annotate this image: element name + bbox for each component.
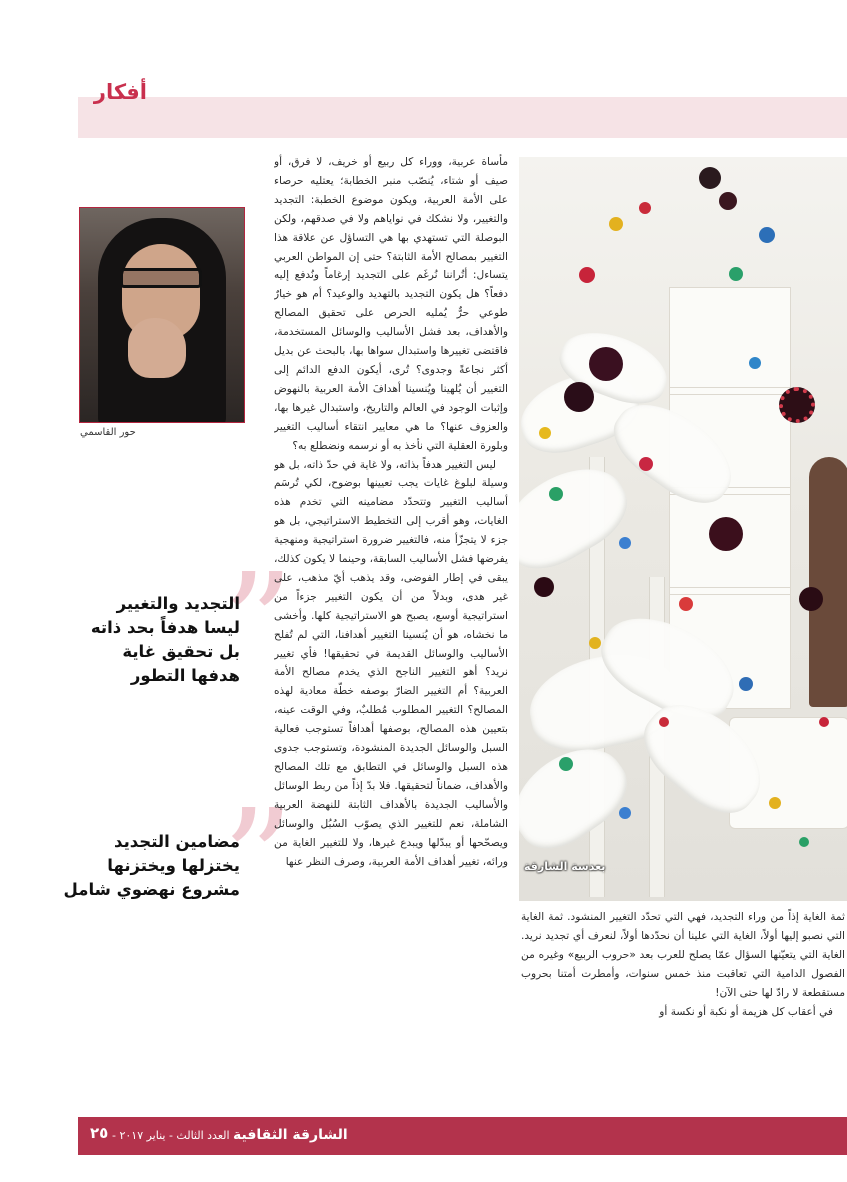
pullquote-line: التجديد والتغيير: [116, 594, 240, 613]
polka-dot: [799, 587, 823, 611]
art-installation-photo: [519, 157, 847, 901]
polka-dot: [609, 217, 623, 231]
photo-credit: بعدسة الشارقة: [524, 860, 606, 873]
palm-frond: [519, 730, 641, 864]
polka-dot: [709, 517, 743, 551]
article-paragraph: مأساة عربية، ووراء كل ربيع أو خريف، لا فرق، أو صيف أو شتاء، يُنصّب منبر الخطابة؛ يعتليه حرصاء على الأمة العربية، ويكون موضوع الخطبة: التجديد والتغيير، ولا نشكك في نواياهم ولا في صدقهم، ولكن البوصلة التي تستهدي بها هي التساؤل عن علاقة هذا التغيير بمصالح الأمة الثابتة؟ حتى إن المواطن العربي يتساءل: أتُراننا نُرغَم على التجديد إرغاماً ونُدفع إليه دفعاً؟ هل يكون التجديد بالتهديد والوعيد؟ أم هو خيارٌ طوعي حرٌّ يُمليه الحرص على تحقيق المصالح والأهداف، بعد فشل الأساليب والوسائل المستخدمة، فاقتضى تغييرها واستبدال سواها بها، بالبحث عن بديل أكثر نجاعةً وجدوى؟ تُرى، أيكون الدفع الدائم إلى التغيير أن يُلهينا ويُنسينا أهدافَ الأمة العربية بالنهوض وإثبات الوجود في العالم والتاريخ، واستبدال غيرها بها، والعزوف عنها؟ ما هي معايير انتقاء أساليب التغيير وبلورة العقلية التي نأخذ به أو نرسمه ونضطلع به؟: [274, 156, 508, 452]
white-shelf-board: [669, 587, 791, 595]
pullquote-line: هدفها التطور: [130, 666, 240, 685]
page-number: ٢٥: [90, 1124, 109, 1142]
polka-dot: [779, 387, 815, 423]
pullquote-2: [63, 830, 240, 902]
polka-dot: [559, 757, 573, 771]
quote-mark-icon: ”: [222, 544, 294, 707]
polka-dot: [549, 487, 563, 501]
issue-info: العدد الثالث - يناير ٢٠١٧ -: [112, 1129, 230, 1142]
article-paragraph: ليس التغيير هدفاً بذاته، ولا غاية في حدّ ذاته، بل هو وسيلة لبلوغ غايات يجب تعيينها بوضوح، لكي تُرسَم أساليب التغيير وتتحدّد مضامينه التي تخدم هذه الغايات، وهو أقرب إلى التخطيط الاستراتيجي، بل هو جزء لا يتجزّأ منه، فالتغيير ضرورة استراتيجية ومنهجية يفرضها فشل الأساليب السابقة، وحينما لا يكون كذلك، يبقى في إطار الفوضى، وقد يذهب أيّ مذهب، على غير هدى، وبدلاً من أن يكون التغيير جزءاً من استراتيجية أوسع، يصبح هو الاستراتيجية كلها. وأخشى ما نخشاه، هو أن يُنسينا التغيير أهدافنا، التي لم تُفلح الأساليب والوسائل القديمة في تحقيقها! فأي تغيير نريد؟ أهو التغيير الناجح الذي يخدم مصالح الأمة العربية؟ أم التغيير الضارّ بوصفه خطّة معادية لهذه المصالح؟ التغيير المطلوب مُطلبٌ، وفي الوقت عينه، بتعيين هذه المصالح، بوصفها أهدافاً تستوجب فعالية السبل والوسائل الجديدة المنشودة، وتستوجب جدوى هذه السبل والوسائل في التطابق مع تلك المصالح والأهداف، ضماناً لتحقيقها. فلا بدّ إذاً من ربط الوسائل والأساليب الجديدة بالأهداف الثابتة للنهضة العربية الشاملة، نعم للتغيير الذي يصوّب السُبُل والوسائل ويصحّحها أو يبدّلها ويبدع غيرها، ولا للتغيير الغاية من ورائه، تغيير أهداف الأمة العربية، وصرف النظر عنها: [274, 458, 508, 868]
polka-dot: [619, 807, 631, 819]
glasses-icon: [120, 268, 202, 288]
section-label: أفكار: [93, 80, 147, 104]
pullquote-line: يختزلها ويختزنها: [107, 856, 240, 875]
polka-dot: [719, 192, 737, 210]
polka-dot: [739, 677, 753, 691]
pullquote-line: مضامين التجديد: [114, 832, 240, 851]
polka-dot: [769, 797, 781, 809]
polka-dot: [729, 267, 743, 281]
polka-dot: [639, 457, 653, 471]
quote-mark-icon: ”: [222, 780, 294, 943]
author-portrait: [79, 207, 245, 423]
polka-dot: [799, 837, 809, 847]
polka-dot: [679, 597, 693, 611]
polka-dot: [639, 202, 651, 214]
pullquote-line: ليسا هدفاً بحد ذاته: [90, 618, 240, 637]
pullquote-line: بل تحقيق غاية: [122, 642, 240, 661]
polka-dot: [749, 357, 761, 369]
article-paragraph: في أعقاب كل هزيمة أو نكبة أو نكسة أو: [659, 1005, 833, 1018]
visitor-figure: [809, 457, 847, 707]
magazine-name: الشارقة الثقافية: [233, 1127, 348, 1143]
polka-dot: [534, 577, 554, 597]
author-name: حور القاسمي: [80, 427, 136, 438]
polka-dot: [589, 347, 623, 381]
pullquote-line: مشروع نهضوي شامل: [63, 880, 240, 899]
white-shelf-board: [669, 387, 791, 395]
pullquote-1: [70, 592, 240, 688]
article-paragraph: ثمة الغاية إذاً من وراء التجديد، فهي التي تحدّد التغيير المنشود. ثمة الغاية التي نصبو إليها أولاً، الغاية التي علينا أن نحدّدها أولاً، لنعرف أي تجديد نريد. الغاية التي يتعيّنها السؤال عمّا يصلح للعرب بعد «حروب الربيع» وغيره من الفصول الدامية التي تعاقبت منذ خمس سنوات، وأمطرت أمتنا بحروب مستقطعة لا رادّ لها حتى الآن!: [521, 911, 845, 999]
polka-dot: [589, 637, 601, 649]
footer-issue: [112, 1127, 348, 1143]
polka-dot: [619, 537, 631, 549]
polka-dot: [539, 427, 551, 439]
polka-dot: [819, 717, 829, 727]
polka-dot: [659, 717, 669, 727]
polka-dot: [564, 382, 594, 412]
polka-dot: [699, 167, 721, 189]
palm-frond: [519, 450, 640, 584]
polka-dot: [579, 267, 595, 283]
author-hand: [128, 318, 186, 378]
article-main-column: [274, 153, 508, 1095]
polka-dot: [759, 227, 775, 243]
header-band: [78, 97, 847, 138]
article-lower-column: [521, 908, 845, 1098]
